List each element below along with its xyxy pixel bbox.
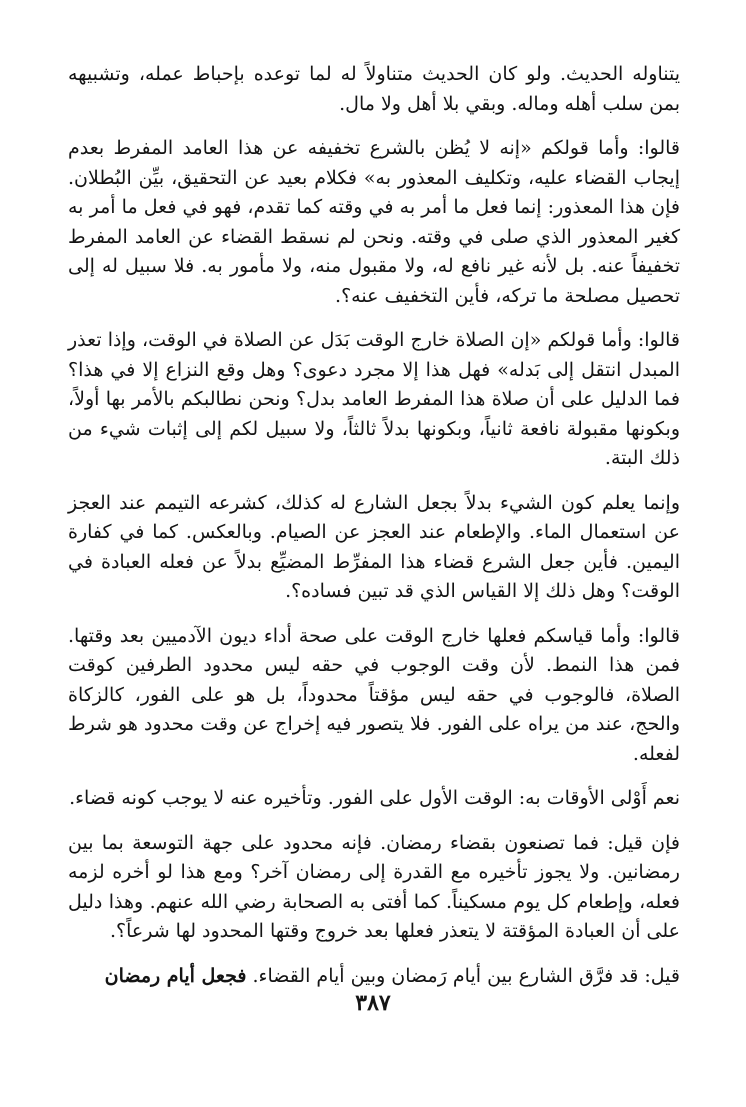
page-number: ٣٨٧ [355, 990, 391, 1016]
paragraph-5-text: قالوا: وأما قياسكم فعلها خارج الوقت على صحة أداء ديون الآدميين بعد وقتها. فمن هذا النمط. لأن وقت الوجوب في حقه ليس محدود الطرفين كوقت الصلاة، فالوجوب في حقه ليس مؤقتاً محدوداً، بل هو على الفور، كالزكاة والحج، عند من يراه على الفور. فلا يتصور فيه إخراج عن وقت محدود هو شرط لفعله. [68, 624, 680, 765]
paragraph-1 [68, 60, 680, 119]
paragraph-7 [68, 829, 680, 947]
paragraph-3-text: قالوا: وأما قولكم «إن الصلاة خارج الوقت بَدَل عن الصلاة في الوقت، وإذا تعذر المبدل انتقل إلى بَدله» فهل هذا إلا مجرد دعوى؟ وهل وقع النزاع إلا في هذا؟ فما الدليل على أن صلاة هذا المفرط العامد بدل؟ ونحن نطالبكم بالأمر بها أولاً، وبكونها مقبولة نافعة ثانياً، وبكونها بدلاً ثالثاً، ولا سبيل لكم إلى إثبات شيء من ذلك البتة. [68, 329, 680, 469]
paragraph-4 [68, 489, 680, 607]
paragraph-1-text: يتناوله الحديث. ولو كان الحديث متناولاً له لما توعده بإحباط عمله، وتشبيهه بمن سلب أهله وماله. وبقي بلا أهل ولا مال. [68, 63, 680, 115]
paragraph-3 [68, 326, 680, 474]
paragraph-7-text: فإن قيل: فما تصنعون بقضاء رمضان. فإنه محدود على جهة التوسعة بما بين رمضانين. ولا يجوز تأخيره مع القدرة إلى رمضان آخر؟ ومع هذا لو أخره لزمه فعله، وإطعام كل يوم مسكيناً. كما أفتى به الصحابة رضي الله عنهم. وهذا دليل على أن العبادة المؤقتة لا يتعذر فعلها بعد خروج وقتها المحدود لها شرعاً؟. [68, 831, 680, 942]
paragraph-2 [68, 134, 680, 311]
paragraph-5 [68, 622, 680, 770]
paragraph-4-text: وإنما يعلم كون الشيء بدلاً بجعل الشارع له كذلك، كشرعه التيمم عند العجز عن استعمال الماء. والإطعام عند العجز عن الصيام. وبالعكس. كما في كفارة اليمين. فأين جعل الشرع قضاء هذا المفرِّط المضيِّع بدلاً عن فعله العبادة في الوقت؟ وهل ذلك إلا القياس الذي قد تبين فساده؟. [68, 491, 680, 602]
paragraph-8-text: قيل: قد فرَّق الشارع بين أيام رَمضان وبين أيام القضاء. [246, 964, 680, 987]
paragraph-8 [68, 962, 680, 992]
paragraph-6-text: نعم أَوْلى الأوقات به: الوقت الأول على الفور. وتأخيره عنه لا يوجب كونه قضاء. [69, 787, 680, 809]
body-text [68, 60, 680, 1006]
paragraph-6 [68, 784, 680, 814]
paragraph-2-text: قالوا: وأما قولكم «إنه لا يُظن بالشرع تخفيفه عن هذا العامد المفرط بعدم إيجاب القضاء عليه، وتكليف المعذور به» فكلام بعيد عن التحقيق، بيِّن البُطلان. فإن هذا المعذور: إنما فعل ما أمر به في وقته كما تقدم، فهو في فعل ما أمر به كغير المعذور الذي صلى في وقته. ونحن لم نسقط القضاء عن العامد المفرط تخفيفاً عنه. بل لأنه غير نافع له، ولا مقبول منه، ولا مأمور به. فلا سبيل له إلى تحصيل مصلحة ما تركه، فأين التخفيف عنه؟. [68, 137, 680, 307]
paragraph-8-bold-tail: فجعل أيام رمضان [104, 964, 247, 987]
